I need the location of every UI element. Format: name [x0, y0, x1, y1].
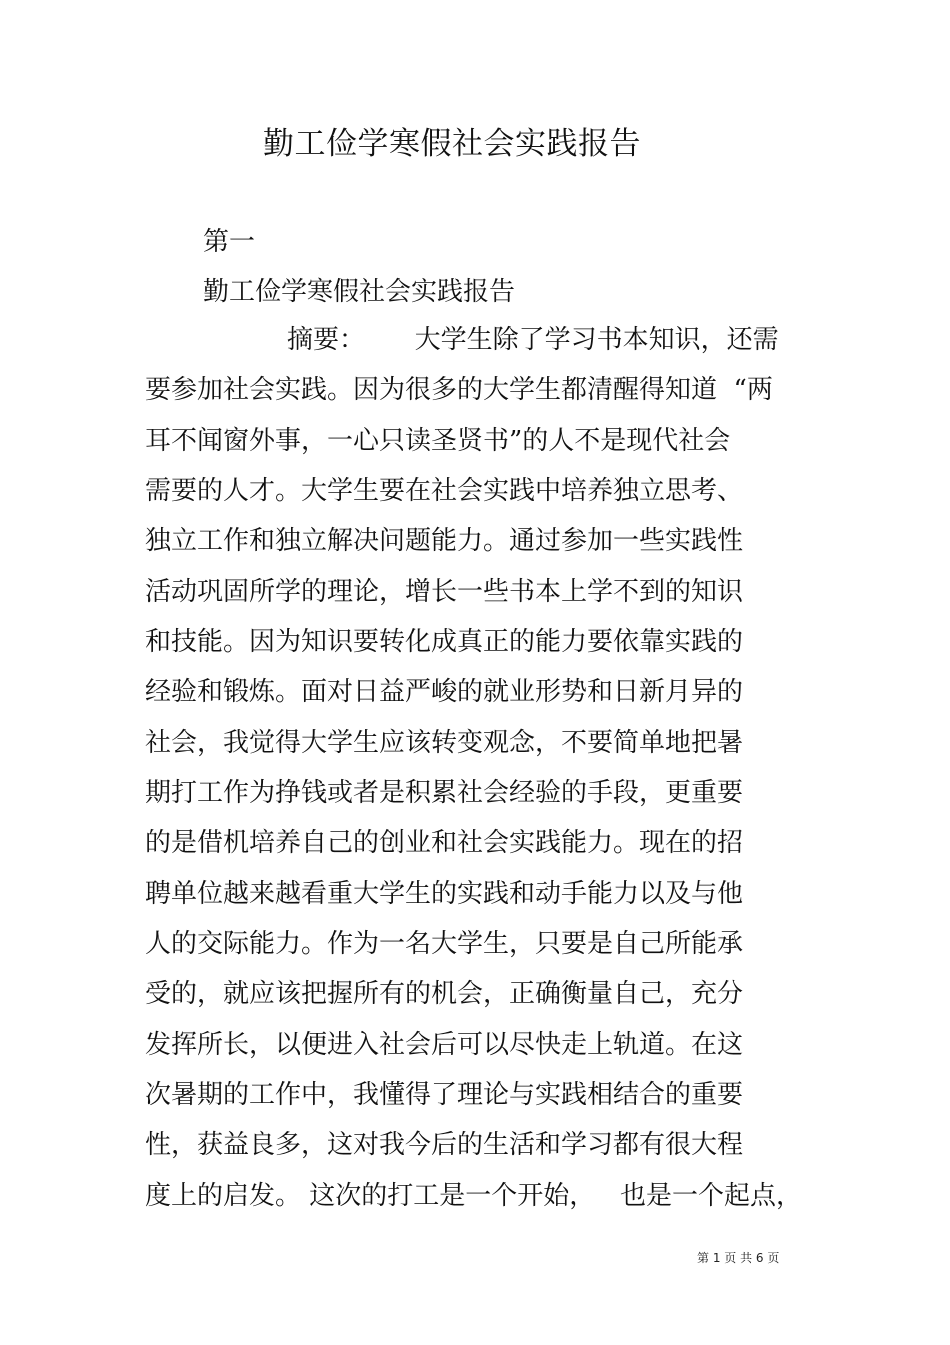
- body-line: 次暑期的工作中，我懂得了理论与实践相结合的重要: [145, 1080, 744, 1110]
- body-line: 需要的人才。大学生要在社会实践中培养独立思考、: [145, 476, 744, 506]
- body-line: 聘单位越来越看重大学生的实践和动手能力以及与他: [145, 879, 744, 909]
- document-title: 勤工俭学寒假社会实践报告: [263, 126, 641, 162]
- body-line: 耳不闻窗外事，一心只读圣贤书”的人不是现代社会: [145, 426, 731, 456]
- body-line: 发挥所长，以便进入社会后可以尽快走上轨道。在这: [145, 1030, 744, 1060]
- body-line: 度上的启发。 这次的打工是一个开始， 也是一个起点，: [145, 1181, 803, 1211]
- body-line: 性，获益良多，这对我今后的生活和学习都有很大程: [145, 1130, 744, 1160]
- body-line: 活动巩固所学的理论，增长一些书本上学不到的知识: [145, 577, 744, 607]
- body-line: 社会，我觉得大学生应该转变观念，不要简单地把暑: [145, 728, 744, 758]
- page-footer: 第 1 页 共 6 页: [697, 1251, 780, 1265]
- body-line: 经验和锻炼。面对日益严峻的就业形势和日新月异的: [145, 677, 744, 707]
- body-line: 人的交际能力。作为一名大学生，只要是自己所能承: [145, 929, 744, 959]
- body-line: 受的，就应该把握所有的机会，正确衡量自己，充分: [145, 979, 744, 1009]
- body-line: 和技能。因为知识要转化成真正的能力要依靠实践的: [145, 627, 744, 657]
- section-label: 第一: [203, 227, 256, 257]
- body-line: 摘要： 大学生除了学习书本知识，还需: [287, 325, 779, 355]
- body-line: 期打工作为挣钱或者是积累社会经验的手段，更重要: [145, 778, 744, 808]
- body-line: 的是借机培养自己的创业和社会实践能力。现在的招: [145, 828, 744, 858]
- body-line: 独立工作和独立解决问题能力。通过参加一些实践性: [145, 526, 744, 556]
- report-subtitle: 勤工俭学寒假社会实践报告: [203, 277, 516, 307]
- body-line: 要参加社会实践。因为很多的大学生都清醒得知道 “两: [145, 375, 773, 405]
